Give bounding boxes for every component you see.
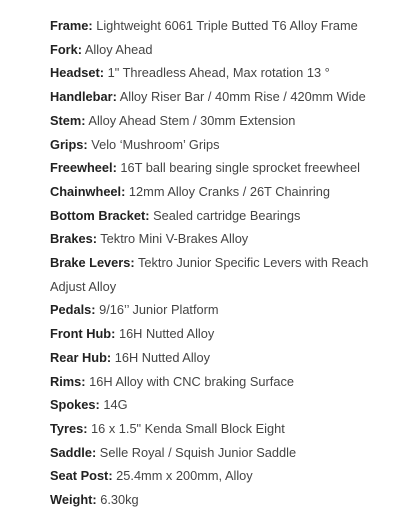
spec-value: Sealed cartridge Bearings: [149, 207, 301, 223]
spec-row-freewheel: [50, 156, 390, 180]
spec-label: Seat Post:: [50, 468, 113, 484]
spec-value: 25.4mm x 200mm, Alloy: [112, 468, 253, 484]
spec-label: Brake Levers:: [50, 255, 135, 271]
spec-value: 16H Nutted Alloy: [111, 349, 211, 365]
spec-row-rims: [50, 370, 390, 394]
spec-label: Freewheel:: [50, 160, 117, 176]
spec-row-grips: [50, 133, 390, 157]
spec-row-handlebar: [50, 85, 390, 109]
spec-row-pedals: [50, 298, 390, 322]
spec-value: Alloy Ahead Stem / 30mm Extension: [85, 112, 296, 128]
spec-value: Tektro Mini V-Brakes Alloy: [96, 231, 249, 247]
spec-value: 16 x 1.5" Kenda Small Block Eight: [87, 420, 285, 436]
spec-value: Lightweight 6061 Triple Butted T6 Alloy Frame: [92, 18, 358, 33]
spec-label: Grips:: [50, 136, 88, 152]
spec-label: Spokes:: [50, 397, 100, 413]
spec-value: Velo ‘Mushroom’ Grips: [87, 136, 220, 152]
spec-row-frame: [50, 14, 390, 38]
spec-label: Tyres:: [50, 420, 88, 436]
spec-label: Weight:: [50, 492, 97, 508]
spec-value: Alloy Riser Bar / 40mm Rise / 420mm Wide: [116, 89, 366, 105]
spec-row-chainwheel: [50, 180, 390, 204]
spec-row-spokes: [50, 393, 390, 417]
spec-value: 14G: [99, 397, 128, 413]
spec-value: 12mm Alloy Cranks / 26T Chainring: [125, 183, 330, 199]
spec-row-front-hub: [50, 322, 390, 346]
spec-label: Rear Hub:: [50, 349, 112, 365]
spec-row-tyres: [50, 417, 390, 441]
spec-row-headset: [50, 61, 390, 85]
spec-row-rear-hub: [50, 346, 390, 370]
spec-row-stem: [50, 109, 390, 133]
spec-label: Saddle:: [50, 444, 97, 460]
spec-value: 6.30kg: [96, 492, 139, 508]
spec-value: Tektro Junior Specific Levers with Reach Adjust Alloy: [50, 255, 369, 294]
spec-value: 1" Threadless Ahead, Max rotation 13 °: [104, 65, 330, 81]
spec-value: 16H Nutted Alloy: [115, 326, 215, 342]
spec-row-seat-post: [50, 464, 390, 488]
spec-label: Handlebar:: [50, 89, 117, 105]
spec-label: Stem:: [50, 112, 86, 128]
spec-value: 16H Alloy with CNC braking Surface: [85, 373, 294, 389]
spec-label: Rims:: [50, 373, 86, 389]
spec-label: Frame:: [50, 18, 93, 33]
spec-row-brake-levers: [50, 251, 390, 298]
spec-value: Selle Royal / Squish Junior Saddle: [96, 444, 297, 460]
spec-label: Chainwheel:: [50, 183, 126, 199]
spec-label: Front Hub:: [50, 326, 116, 342]
spec-label: Brakes:: [50, 231, 97, 247]
spec-label: Fork:: [50, 41, 82, 57]
spec-row-saddle: [50, 441, 390, 465]
spec-value: 9/16’’ Junior Platform: [95, 302, 219, 318]
spec-row-bottom-bracket: [50, 204, 390, 228]
spec-label: Bottom Bracket:: [50, 207, 150, 223]
spec-value: Alloy Ahead: [82, 41, 153, 57]
spec-row-fork: [50, 38, 390, 62]
spec-label: Headset:: [50, 65, 105, 81]
spec-label: Pedals:: [50, 302, 96, 318]
spec-row-weight: [50, 488, 390, 512]
spec-value: 16T ball bearing single sprocket freewheel: [116, 160, 360, 176]
spec-row-brakes: [50, 227, 390, 251]
